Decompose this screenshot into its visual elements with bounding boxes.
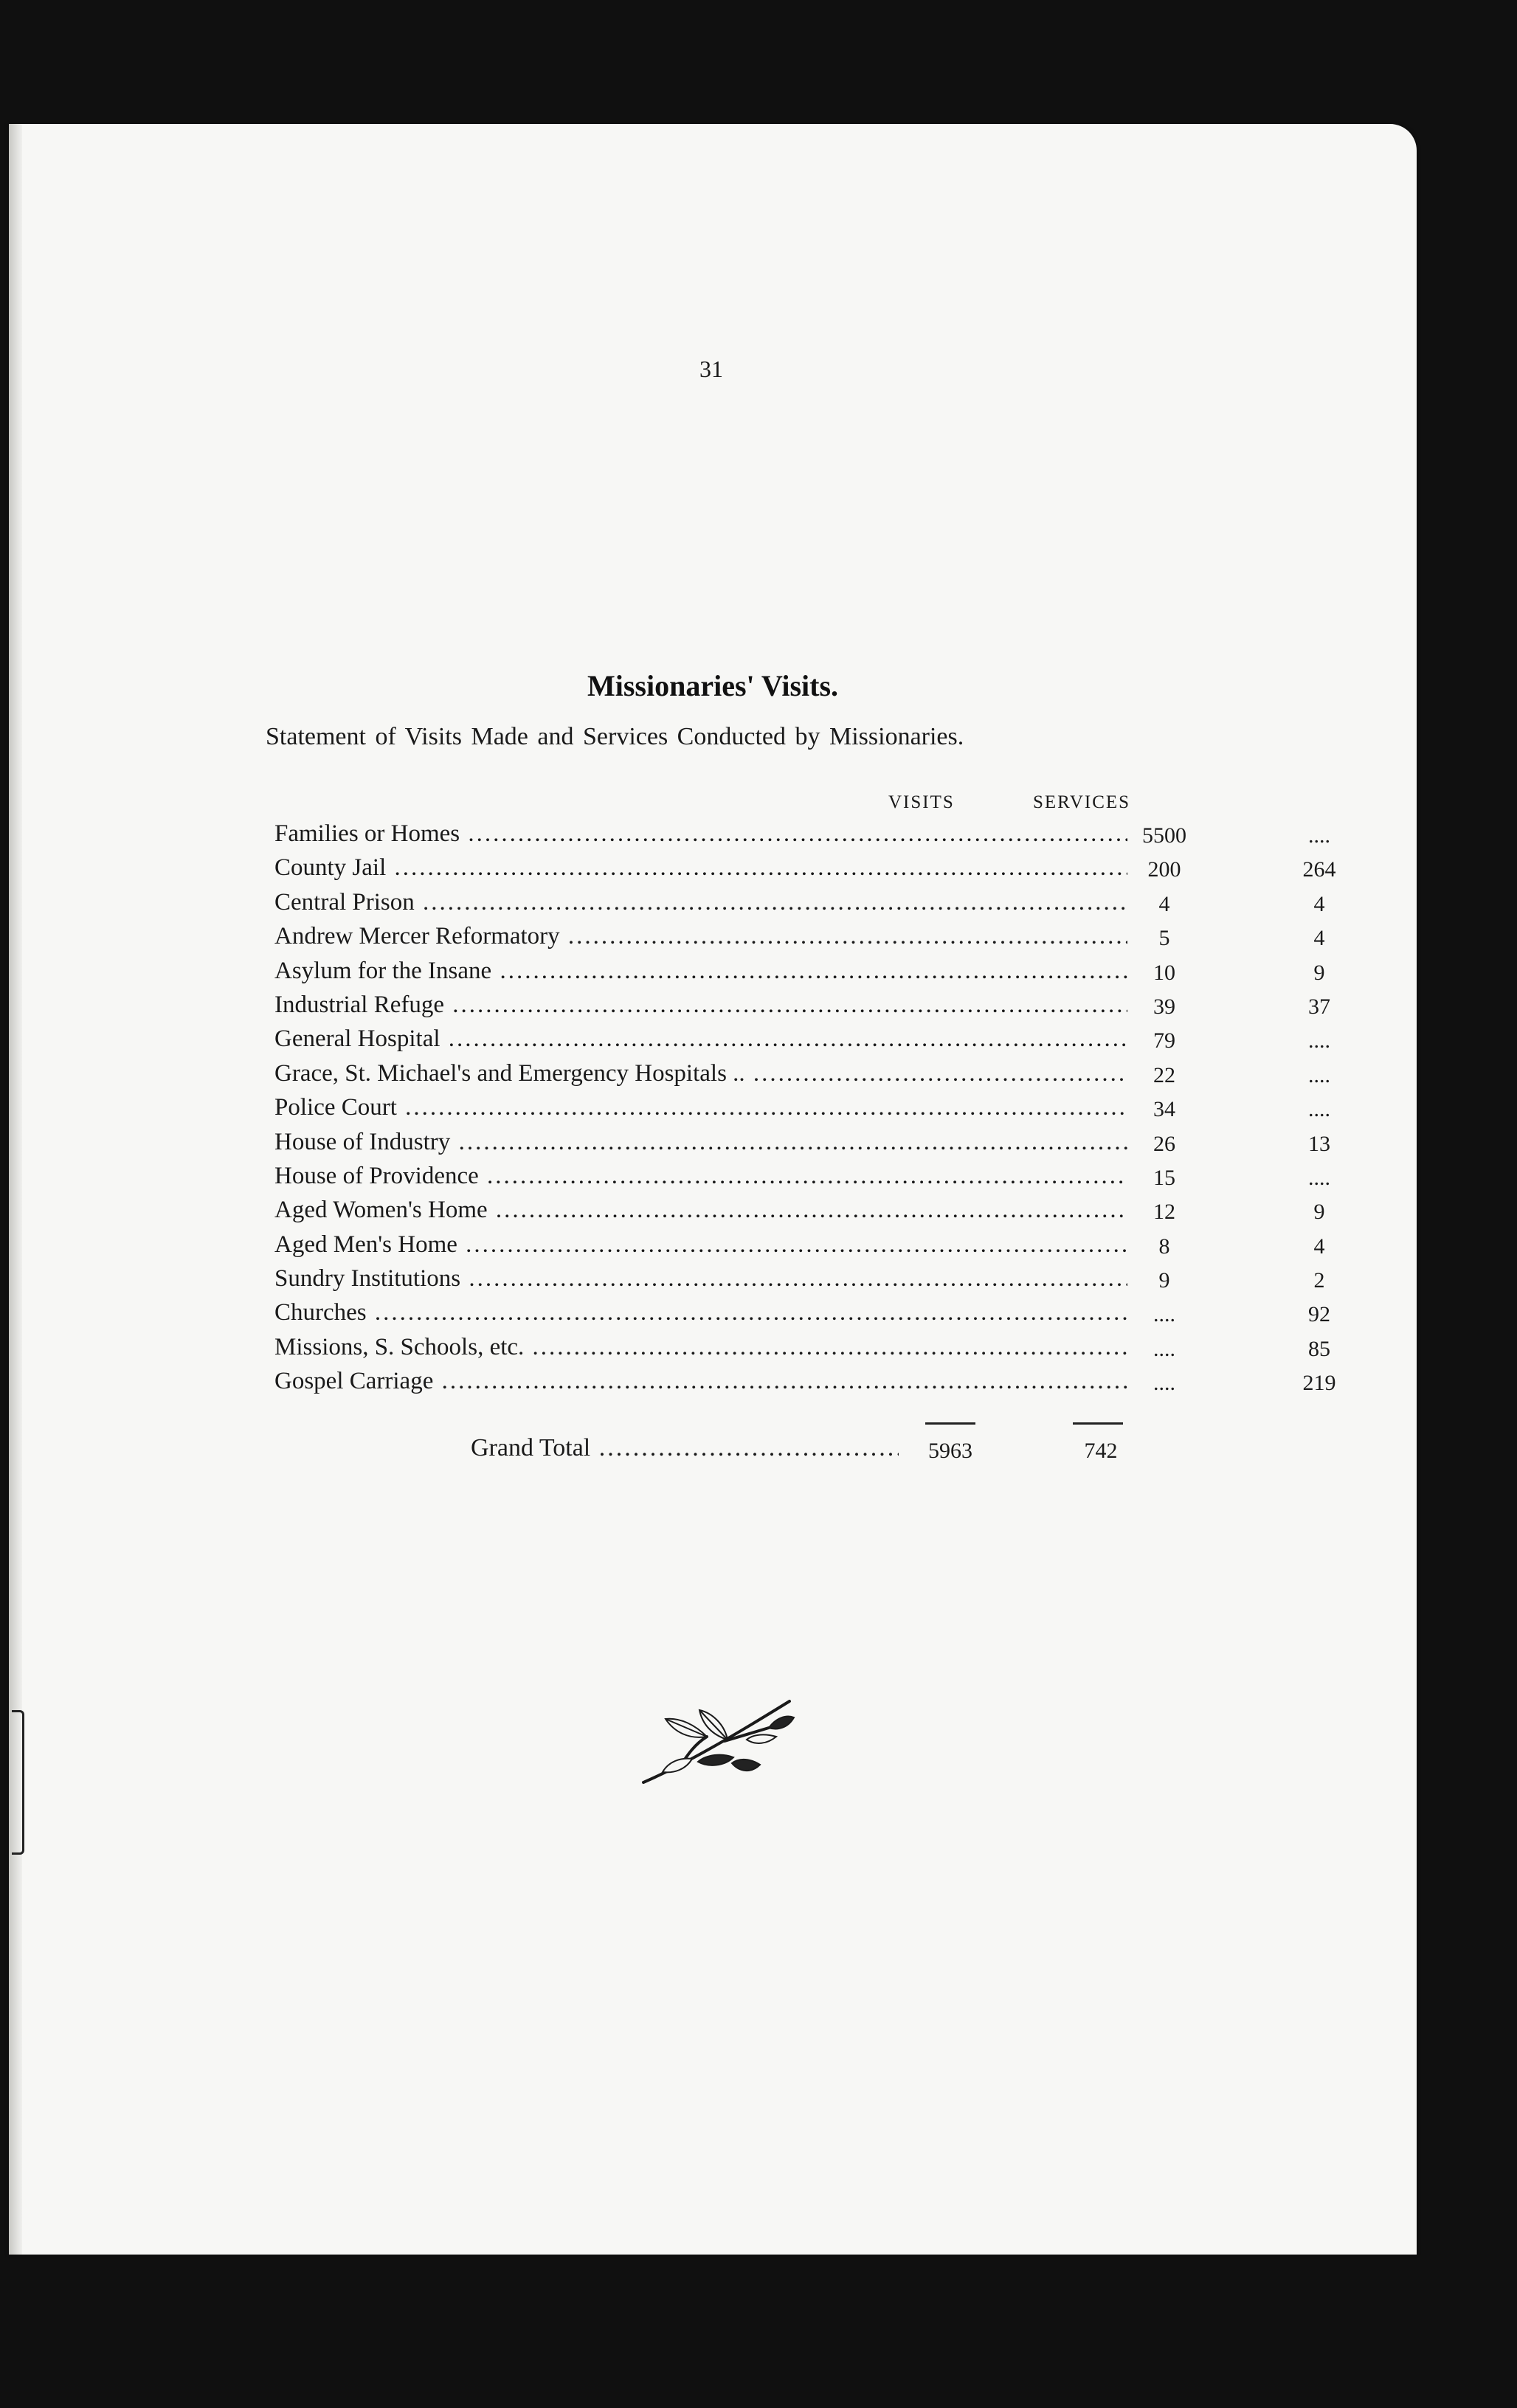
row-visits: 10 [1127,961,1201,986]
row-services: 9 [1282,1200,1356,1225]
row-visits: .... [1127,1337,1201,1362]
row-label: Grace, St. Michael's and Emergency Hospitals .. ..... [274,1060,1153,1087]
row-label: Aged Women's Home ..... [274,1197,1153,1224]
table-row [266,854,1336,888]
row-services: 2 [1282,1268,1356,1293]
row-label: Andrew Mercer Reformatory ..... [274,923,1153,950]
table-row [266,820,1330,854]
row-label: Asylum for the Insane ..... [274,958,1153,985]
table-row [266,1162,1330,1197]
grand-total-label: Grand Total ..... [471,1434,899,1462]
row-services: 13 [1282,1132,1356,1157]
page-number: 31 [699,356,723,382]
row-services: 264 [1282,857,1356,882]
row-visits: .... [1127,1371,1201,1396]
table-row [266,1265,1325,1299]
subtitle: Statement of Visits Made and Services Conducted by Missionaries. [266,723,964,750]
row-label: Police Court ..... [274,1094,1153,1121]
row-visits: 79 [1127,1028,1201,1054]
row-visits: 34 [1127,1097,1201,1122]
row-services: .... [1282,823,1356,848]
row-visits: 39 [1127,994,1201,1020]
grand-total-visits: 5963 [928,1439,972,1463]
table-row [266,1299,1330,1333]
table-row [266,1333,1330,1368]
row-label: Missions, S. Schools, etc. ..... [274,1334,1153,1361]
page-title: Missionaries' Visits. [587,669,839,702]
row-services: 4 [1282,1234,1356,1259]
table-row [266,1128,1330,1163]
row-visits: 26 [1127,1132,1201,1157]
row-visits: 22 [1127,1063,1201,1088]
row-label: Churches ..... [274,1299,1153,1326]
table-row [266,1197,1325,1231]
row-services: .... [1282,1063,1356,1088]
row-services: 92 [1282,1302,1356,1327]
document-page [9,124,1417,2255]
row-services: 219 [1282,1371,1356,1396]
row-label: House of Providence ..... [274,1163,1153,1190]
row-visits: 15 [1127,1166,1201,1191]
leaf-sprig-icon [636,1695,798,1791]
row-services: 4 [1282,926,1356,951]
row-services: 9 [1282,961,1356,986]
visits-table [266,820,1336,1402]
row-label: Central Prison ..... [274,889,1153,916]
row-visits: .... [1127,1302,1201,1327]
row-label: Sundry Institutions ..... [274,1265,1153,1293]
binding-clip [12,1710,24,1855]
total-rule-services [1073,1422,1123,1425]
row-label: General Hospital ..... [274,1025,1153,1053]
row-visits: 200 [1127,857,1201,882]
row-services: 85 [1282,1337,1356,1362]
table-row [266,1368,1336,1402]
table-row [266,923,1325,957]
grand-total-services: 742 [1084,1439,1118,1463]
table-row [266,1231,1325,1265]
row-services: 4 [1282,892,1356,917]
row-visits: 12 [1127,1200,1201,1225]
row-label: Aged Men's Home ..... [274,1231,1153,1259]
table-row [266,1094,1330,1128]
row-visits: 5500 [1127,823,1201,848]
table-row [266,991,1330,1025]
row-label: Industrial Refuge ..... [274,992,1153,1019]
row-visits: 4 [1127,892,1201,917]
column-header-services: SERVICES [1033,792,1131,812]
table-row [266,888,1325,923]
row-visits: 5 [1127,926,1201,951]
row-services: 37 [1282,994,1356,1020]
table-row [266,1059,1330,1094]
row-services: .... [1282,1097,1356,1122]
table-row [266,957,1325,992]
table-row [266,1025,1330,1059]
row-services: .... [1282,1028,1356,1054]
row-services: .... [1282,1166,1356,1191]
row-visits: 8 [1127,1234,1201,1259]
total-rule-visits [925,1422,975,1425]
row-label: House of Industry ..... [274,1129,1153,1156]
row-visits: 9 [1127,1268,1201,1293]
row-label: Families or Homes ..... [274,820,1153,848]
row-label: County Jail ..... [274,854,1153,882]
row-label: Gospel Carriage ..... [274,1368,1153,1395]
column-header-visits: VISITS [888,792,955,812]
